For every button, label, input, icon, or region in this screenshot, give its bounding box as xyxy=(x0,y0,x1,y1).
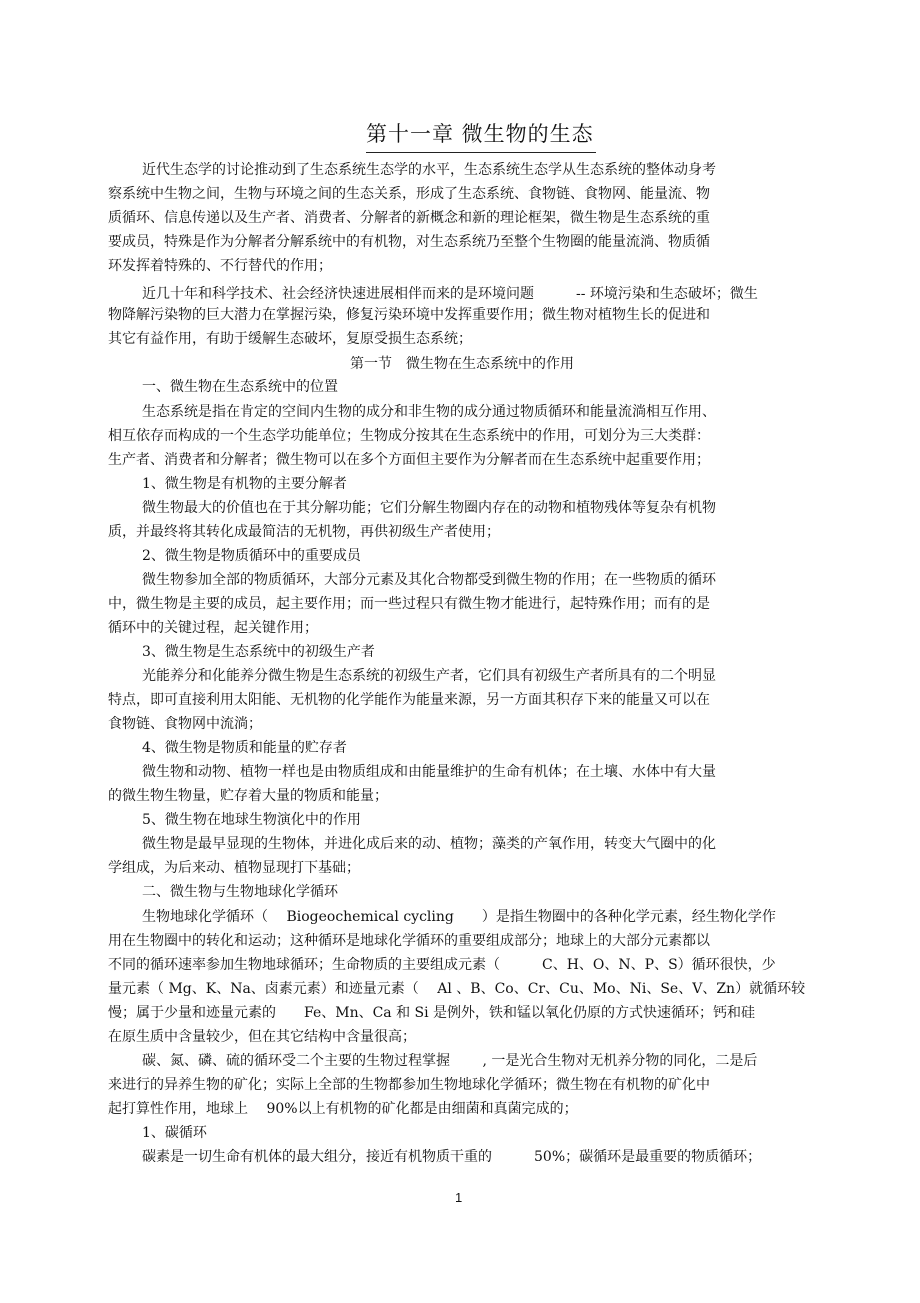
text-line: 生态系统是指在肯定的空间内生物的成分和非生物的成分通过物质循环和能量流淌相互作用、 xyxy=(142,404,716,420)
text-line: 2、微生物是物质循环中的重要成员 xyxy=(142,548,361,564)
text-line: 5、微生物在地球生物演化中的作用 xyxy=(142,812,361,828)
text-line: 其它有益作用，有助于缓解生态破坏，复原受损生态系统； xyxy=(108,331,472,347)
text-line: 循环中的关键过程，起关键作用； xyxy=(108,620,318,636)
text-line: 物降解污染物的巨大潜力在掌握污染，修复污染环境中发挥重要作用；微生物对植物生长的促进和 xyxy=(108,307,710,323)
text-line: 起打算性作用，地球上 90%以上有机物的矿化都是由细菌和真菌完成的； xyxy=(108,1101,578,1117)
text-line: 3、微生物是生态系统中的初级生产者 xyxy=(142,644,375,660)
text-line: 特点，即可直接利用太阳能、无机物的化学能作为能量来源，另一方面其积存下来的能量又可以在 xyxy=(108,692,710,708)
text-line: 1、碳循环 xyxy=(142,1125,207,1141)
text-line: 食物链、食物网中流淌； xyxy=(108,716,262,732)
chapter-title: 第十一章 微生物的生态 xyxy=(366,118,596,153)
text-line: 用在生物圈中的转化和运动；这种循环是地球化学循环的重要组成部分；地球上的大部分元素都以 xyxy=(108,933,710,949)
text-line: 微生物参加全部的物质循环，大部分元素及其化合物都受到微生物的作用；在一些物质的循环 xyxy=(142,572,716,588)
text-line: 生物地球化学循环（ Biogeochemical cycling ）是指生物圈中的各种化学元素，经生物化学作 xyxy=(142,909,776,925)
text-line: 近代生态学的讨论推动到了生态系统生态学的水平，生态系统生态学从生态系统的整体动身考 xyxy=(142,162,716,178)
text-line: 的微生物生物量，贮存着大量的物质和能量； xyxy=(108,788,388,804)
text-line: 碳素是一切生命有机体的最大组分，接近有机物质干重的 50%；碳循环是最重要的物质循环； xyxy=(142,1149,762,1165)
text-line: 相互依存而构成的一个生态学功能单位；生物成分按其在生态系统中的作用，可划分为三大类群： xyxy=(108,428,710,444)
text-line: 中，微生物是主要的成员，起主要作用；而一些过程只有微生物才能进行，起特殊作用；而有的是 xyxy=(108,596,710,612)
text-line: 来进行的异养生物的矿化；实际上全部的生物都参加生物地球化学循环；微生物在有机物的矿化中 xyxy=(108,1077,710,1093)
text-line: 质，并最终将其转化成最简洁的无机物，再供初级生产者使用； xyxy=(108,524,500,540)
text-line: 学组成，为后来动、植物显现打下基础； xyxy=(108,860,360,876)
text-line: 微生物最大的价值也在于其分解功能；它们分解生物圈内存在的动物和植物残体等复杂有机物 xyxy=(142,500,716,516)
text-line: 生产者、消费者和分解者；微生物可以在多个方面但主要作为分解者而在生态系统中起重要作用； xyxy=(108,452,710,468)
text-line: 第一节 微生物在生态系统中的作用 xyxy=(350,356,574,372)
text-line: 量元素（ Mg、K、Na、卤素元素）和迹量元素（ Al 、B、Co、Cr、Cu、Mo、Ni、Se、V、Zn）就循环较 xyxy=(108,981,806,997)
text-line: 1、微生物是有机物的主要分解者 xyxy=(142,476,347,492)
text-line: 在原生质中含量较少，但在其它结构中含量很高； xyxy=(108,1029,416,1045)
text-line: 光能养分和化能养分微生物是生态系统的初级生产者，它们具有初级生产者所具有的二个明显 xyxy=(142,668,716,684)
text-line: 察系统中生物之间，生物与环境之间的生态关系，形成了生态系统、食物链、食物网、能量流、物 xyxy=(108,186,710,202)
text-line: 近几十年和科学技术、社会经济快速进展相伴而来的是环境问题 -- 环境污染和生态破坏；微生 xyxy=(142,286,758,302)
text-line: 4、微生物是物质和能量的贮存者 xyxy=(142,740,347,756)
text-line: 微生物是最早显现的生物体，并进化成后来的动、植物；藻类的产氧作用，转变大气圈中的化 xyxy=(142,836,716,852)
text-line: 碳、氮、磷、硫的循环受二个主要的生物过程掌握 , 一是光合生物对无机养分物的同化，二是后 xyxy=(142,1053,758,1069)
text-line: 质循环、信息传递以及生产者、消费者、分解者的新概念和新的理论框架，微生物是生态系统的重 xyxy=(108,210,710,226)
page-number: 1 xyxy=(455,1190,463,1205)
text-line: 不同的循环速率参加生物地球循环；生命物质的主要组成元素（ C、H、O、N、P、S）循环很快，少 xyxy=(108,957,776,973)
text-line: 慢；属于少量和迹量元素的 Fe、Mn、Ca 和 Si 是例外，铁和锰以氧化仍原的方式快速循环；钙和硅 xyxy=(108,1005,756,1021)
text-line: 二、微生物与生物地球化学循环 xyxy=(142,884,338,900)
text-line: 微生物和动物、植物一样也是由物质组成和由能量维护的生命有机体；在土壤、水体中有大量 xyxy=(142,764,716,780)
text-line: 环发挥着特殊的、不行替代的作用； xyxy=(108,258,332,274)
text-line: 要成员，特殊是作为分解者分解系统中的有机物，对生态系统乃至整个生物圈的能量流淌、物质循 xyxy=(108,234,710,250)
text-line: 一、微生物在生态系统中的位置 xyxy=(142,379,338,395)
